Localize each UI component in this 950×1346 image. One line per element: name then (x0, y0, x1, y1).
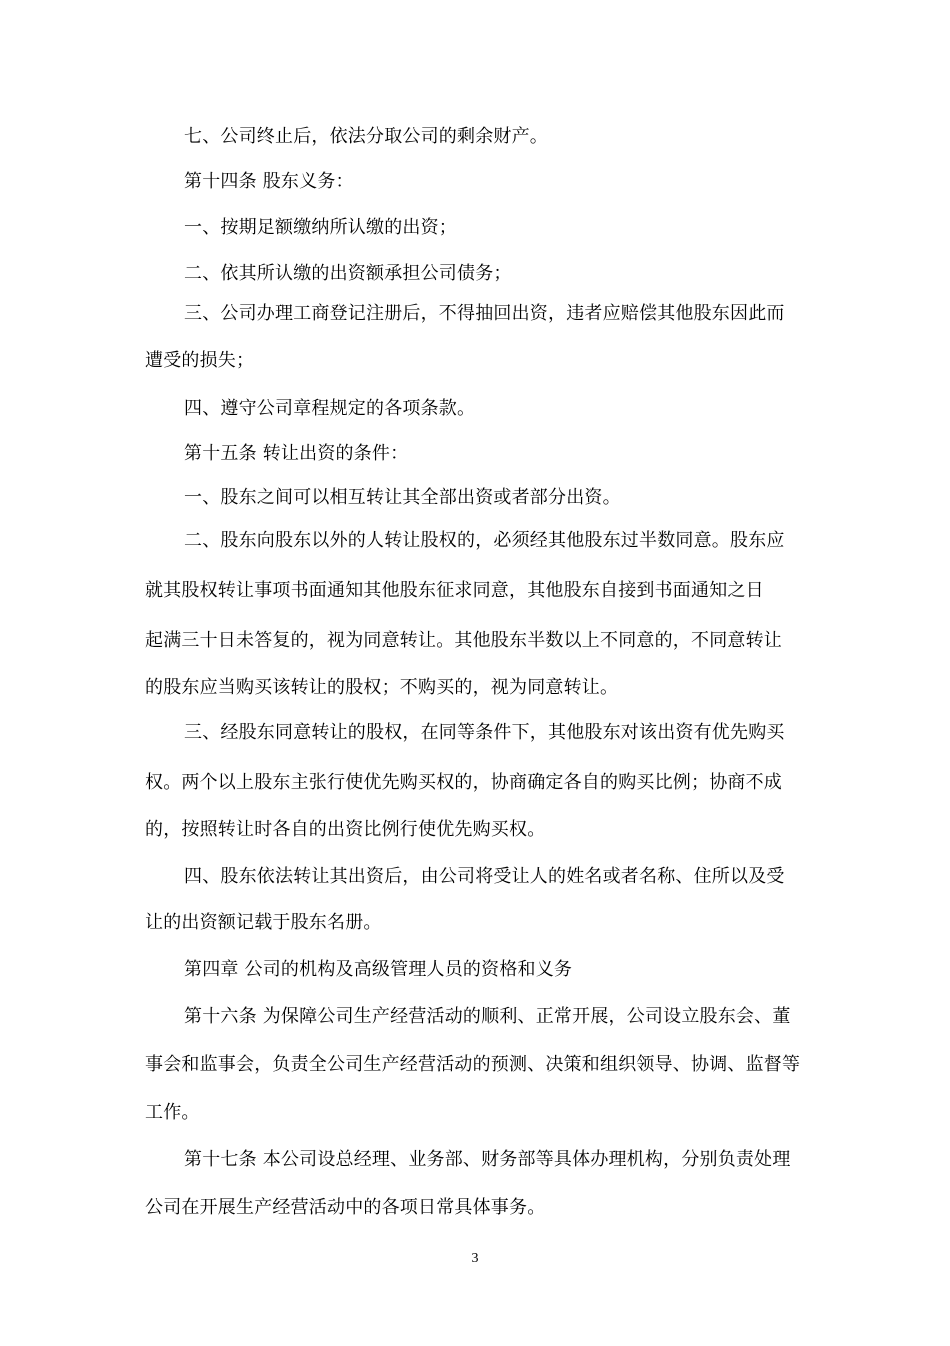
text-line: 二、依其所认缴的出资额承担公司债务； (184, 263, 512, 284)
text-line: 一、按期足额缴纳所认缴的出资； (184, 217, 457, 238)
text-line: 让的出资额记载于股东名册。 (145, 912, 382, 933)
text-line: 第十六条 为保障公司生产经营活动的顺利、正常开展，公司设立股东会、董 (184, 1006, 791, 1027)
text-line: 的，按照转让时各自的出资比例行使优先购买权。 (145, 819, 546, 840)
text-line: 就其股权转让事项书面通知其他股东征求同意，其他股东自接到书面通知之日 (145, 580, 764, 601)
text-line: 工作。 (145, 1102, 200, 1123)
text-line: 三、经股东同意转让的股权，在同等条件下，其他股东对该出资有优先购买 (184, 722, 785, 743)
text-line: 三、公司办理工商登记注册后，不得抽回出资，违者应赔偿其他股东因此而 (184, 303, 785, 324)
text-line: 起满三十日未答复的，视为同意转让。其他股东半数以上不同意的，不同意转让 (145, 630, 782, 651)
text-line: 公司在开展生产经营活动中的各项日常具体事务。 (145, 1197, 546, 1218)
text-line: 七、公司终止后，依法分取公司的剩余财产。 (184, 126, 548, 147)
text-line: 的股东应当购买该转让的股权；不购买的，视为同意转让。 (145, 677, 619, 698)
text-line: 遭受的损失； (145, 350, 255, 371)
text-line: 第十七条 本公司设总经理、业务部、财务部等具体办理机构，分别负责处理 (184, 1149, 791, 1170)
text-line: 四、股东依法转让其出资后，由公司将受让人的姓名或者名称、住所以及受 (184, 866, 785, 887)
article-heading: 第十四条 股东义务： (184, 171, 354, 192)
text-line: 一、股东之间可以相互转让其全部出资或者部分出资。 (184, 487, 621, 508)
chapter-heading: 第四章 公司的机构及高级管理人员的资格和义务 (184, 959, 573, 980)
article-heading: 第十五条 转让出资的条件： (184, 443, 409, 464)
text-line: 事会和监事会，负责全公司生产经营活动的预测、决策和组织领导、协调、监督等 (145, 1054, 801, 1075)
text-line: 权。两个以上股东主张行使优先购买权的，协商确定各自的购买比例；协商不成 (145, 772, 782, 793)
text-line: 四、遵守公司章程规定的各项条款。 (184, 398, 476, 419)
text-line: 二、股东向股东以外的人转让股权的，必须经其他股东过半数同意。股东应 (184, 530, 785, 551)
page-number: 3 (471, 1251, 479, 1266)
